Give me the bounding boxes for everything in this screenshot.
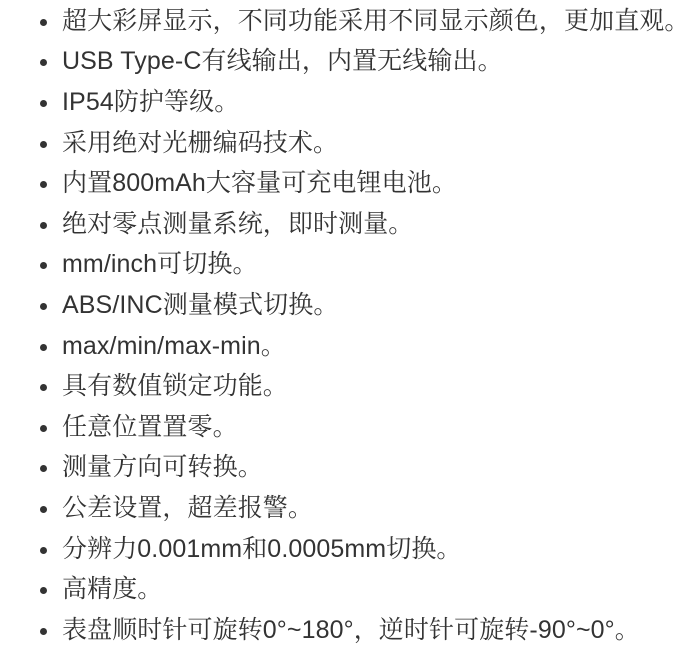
feature-text: 表盘顺时针可旋转0°~180°，逆时针可旋转-90°~0°。: [62, 615, 640, 644]
list-item: [40, 245, 697, 286]
bullet-icon: [40, 100, 47, 107]
feature-text: 公差设置，超差报警。: [62, 493, 314, 522]
bullet-icon: [40, 384, 47, 391]
feature-text: ABS/INC测量模式切换。: [62, 290, 339, 319]
feature-text: 分辨力0.001mm和0.0005mm切换。: [62, 534, 462, 563]
feature-text: 高精度。: [62, 575, 163, 604]
feature-text: 任意位置置零。: [62, 412, 238, 441]
bullet-icon: [40, 506, 47, 513]
list-item: [40, 366, 697, 407]
bullet-icon: [40, 425, 47, 432]
bullet-icon: [40, 141, 47, 148]
bullet-icon: [40, 181, 47, 188]
bullet-icon: [40, 262, 47, 269]
list-item: [40, 488, 697, 529]
feature-text: 绝对零点测量系统，即时测量。: [62, 209, 414, 238]
bullet-icon: [40, 587, 47, 594]
bullet-icon: [40, 465, 47, 472]
bullet-icon: [40, 222, 47, 229]
feature-text: 测量方向可转换。: [62, 453, 263, 482]
bullet-icon: [40, 344, 47, 351]
list-item: [40, 529, 697, 570]
list-item: [40, 204, 697, 245]
bullet-icon: [40, 303, 47, 310]
feature-text: 采用绝对光栅编码技术。: [62, 128, 339, 157]
list-item: [40, 407, 697, 448]
feature-text: 超大彩屏显示，不同功能采用不同显示颜色，更加直观。: [62, 6, 690, 35]
bullet-icon: [40, 547, 47, 554]
bullet-icon: [40, 19, 47, 26]
list-item: [40, 569, 697, 610]
list-item: [40, 163, 697, 204]
list-item: [40, 1, 697, 42]
list-item: [40, 326, 697, 367]
feature-text: USB Type-C有线输出，内置无线输出。: [62, 47, 503, 76]
bullet-icon: [40, 628, 47, 635]
list-item: [40, 448, 697, 489]
list-item: [40, 610, 697, 651]
list-item: [40, 42, 697, 83]
feature-text: 内置800mAh大容量可充电锂电池。: [62, 169, 457, 198]
feature-text: 具有数值锁定功能。: [62, 372, 288, 401]
list-item: [40, 82, 697, 123]
feature-text: mm/inch可切换。: [62, 250, 258, 279]
feature-text: max/min/max-min。: [62, 331, 286, 360]
list-item: [40, 285, 697, 326]
bullet-icon: [40, 59, 47, 66]
list-item: [40, 123, 697, 164]
feature-text: IP54防护等级。: [62, 87, 240, 116]
